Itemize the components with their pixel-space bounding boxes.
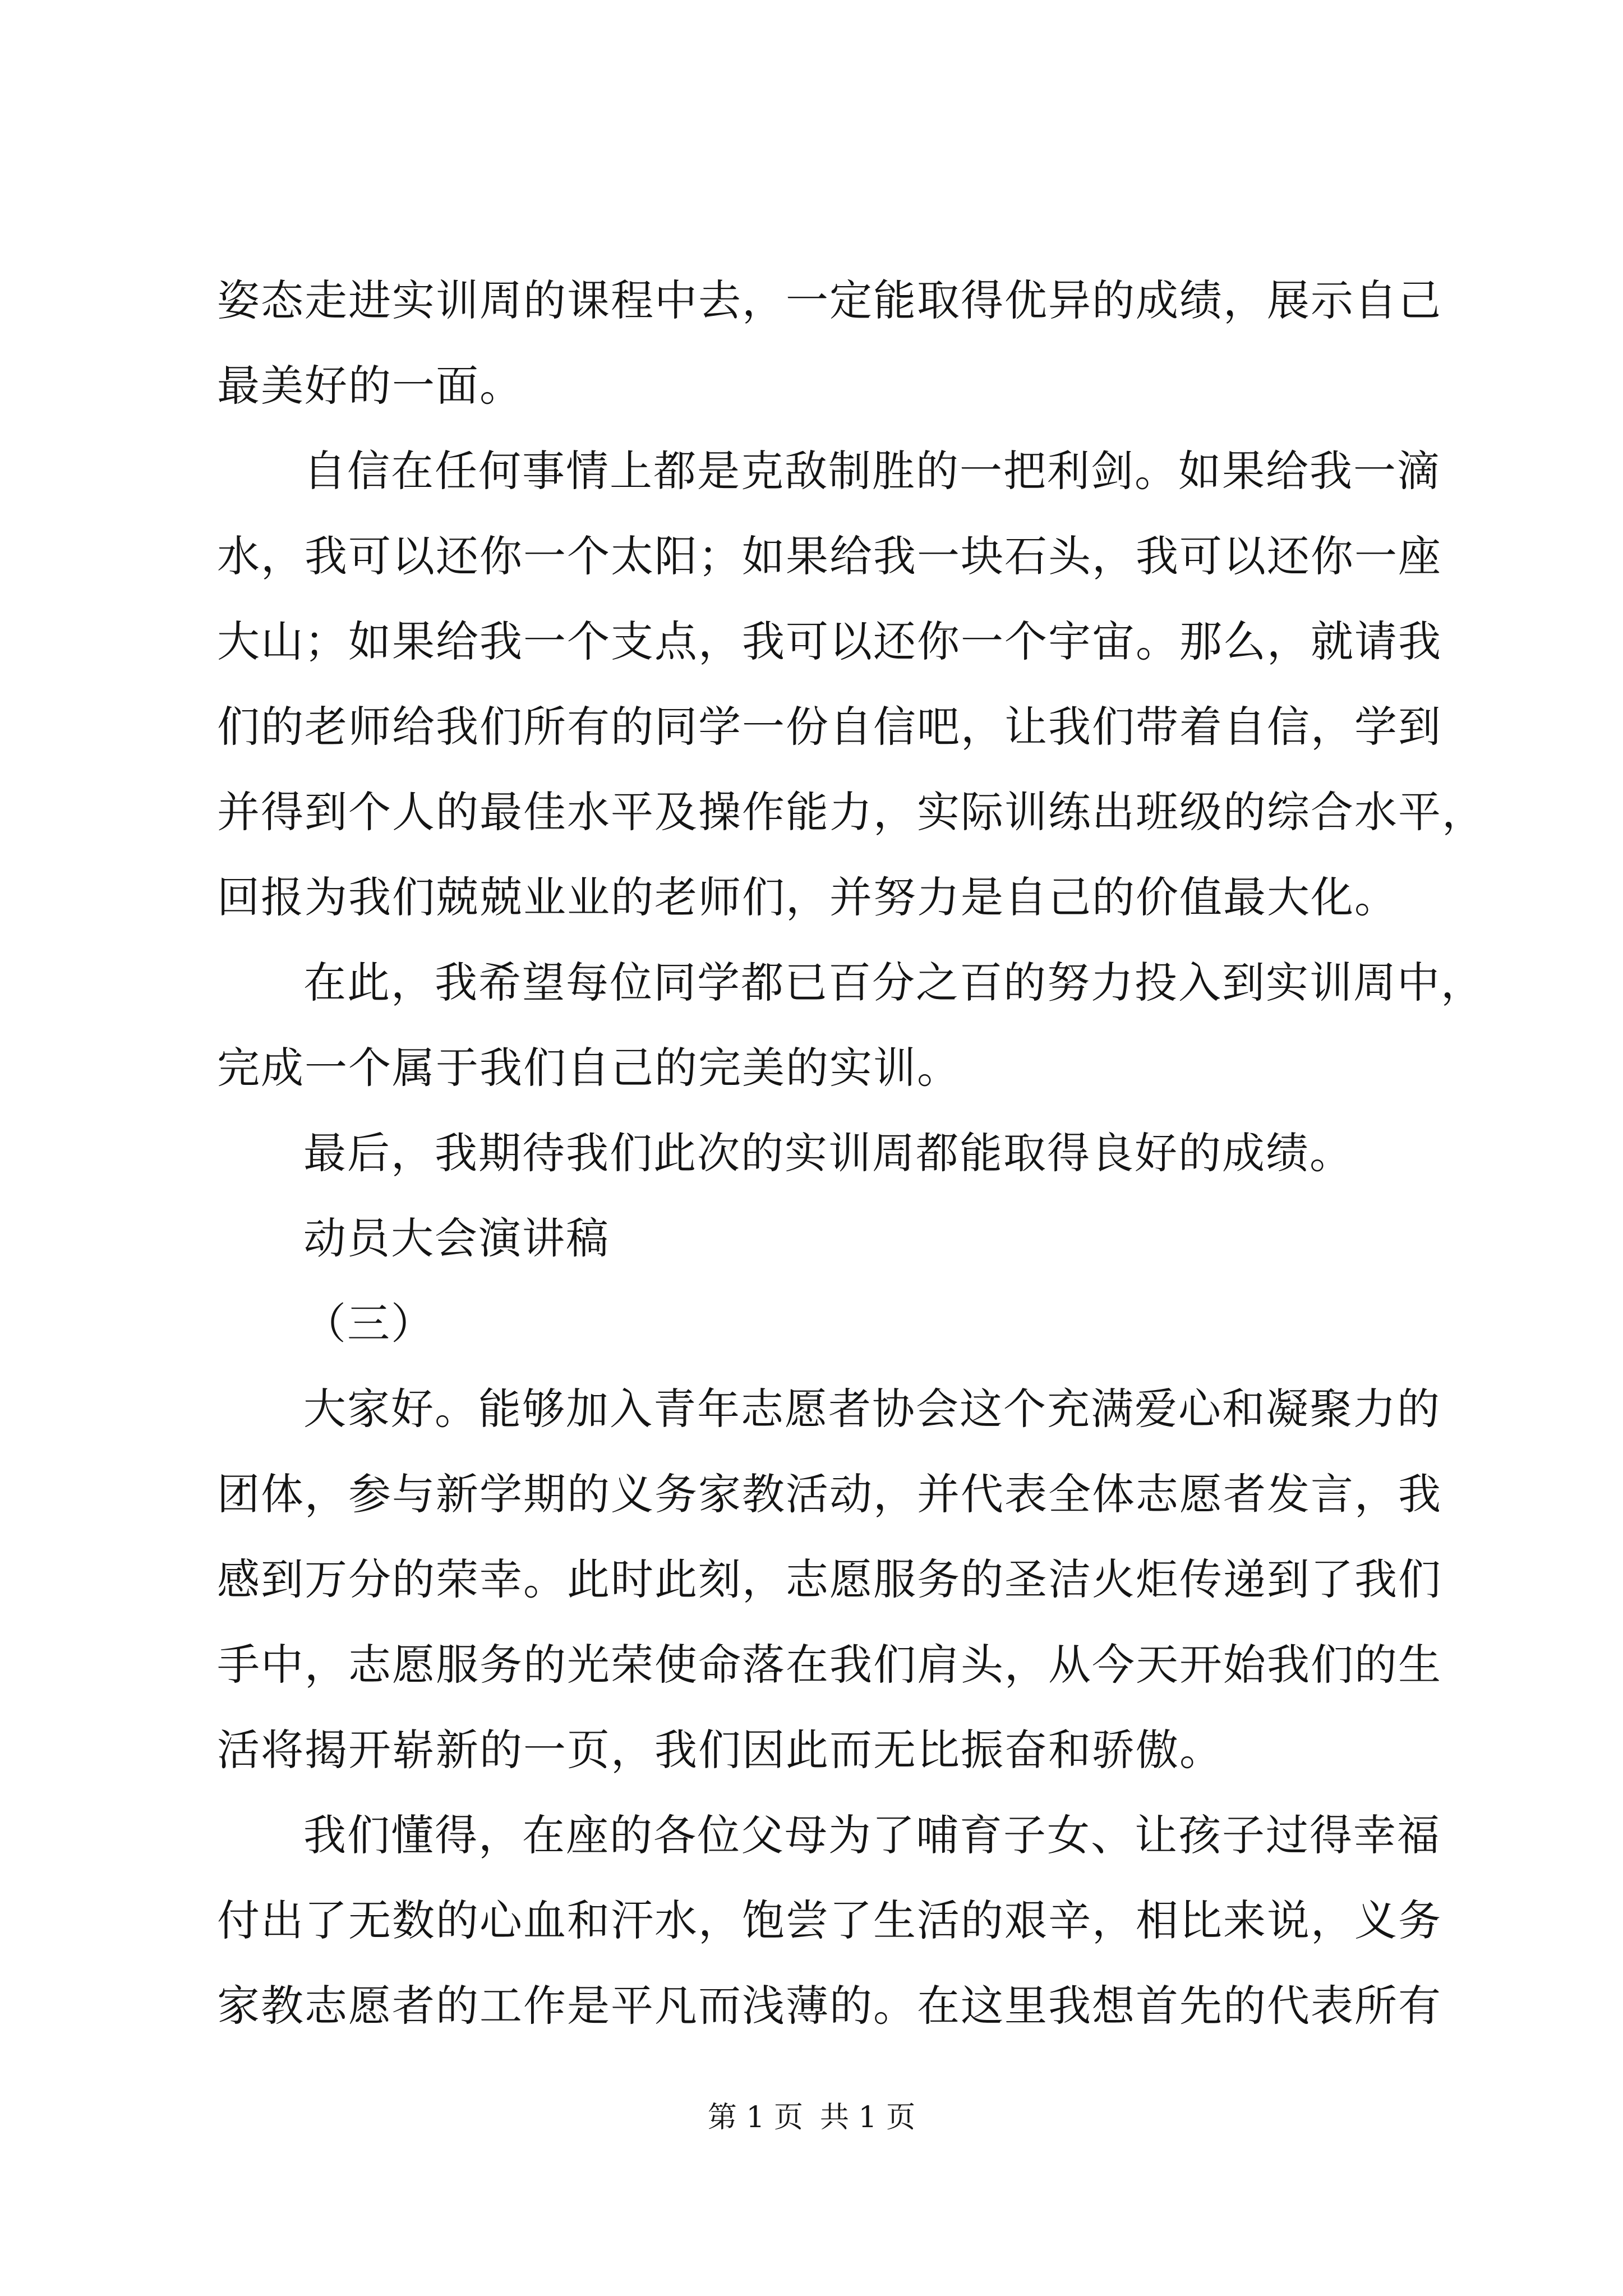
text-line: 自信在任何事情上都是克敌制胜的一把利剑。如果给我一滴: [303, 446, 1441, 496]
text-line: 感到万分的荣幸。此时此刻，志愿服务的圣洁火炬传递到了我们: [217, 1554, 1442, 1604]
text-line: 最后，我期待我们此次的实训周都能取得良好的成绩。: [303, 1128, 1353, 1178]
text-line: 大山；如果给我一个支点，我可以还你一个宇宙。那么，就请我: [217, 616, 1442, 666]
page-number: 第 1 页: [707, 2101, 803, 2134]
page-total: 共 1 页: [820, 2101, 916, 2134]
text-line: 们的老师给我们所有的同学一份自信吧，让我们带着自信，学到: [217, 702, 1442, 752]
text-line: 团体，参与新学期的义务家教活动，并代表全体志愿者发言，我: [217, 1469, 1442, 1519]
text-line: 水，我可以还你一个太阳；如果给我一块石头，我可以还你一座: [217, 531, 1442, 581]
text-line: 姿态走进实训周的课程中去，一定能取得优异的成绩，展示自己: [217, 275, 1442, 325]
text-line: 完成一个属于我们自己的完美的实训。: [217, 1043, 961, 1093]
text-line: 在此，我希望每位同学都已百分之百的努力投入到实训周中，: [303, 958, 1484, 1007]
text-line: 付出了无数的心血和汗水，饱尝了生活的艰辛，相比来说，义务: [217, 1895, 1442, 1945]
text-line: 回报为我们兢兢业业的老师们，并努力是自己的价值最大化。: [217, 872, 1398, 922]
text-line: 活将揭开崭新的一页，我们因此而无比振奋和骄傲。: [217, 1725, 1223, 1775]
section-title: 动员大会演讲稿: [303, 1213, 610, 1263]
page-footer: [0, 2098, 1623, 2137]
text-line: 家教志愿者的工作是平凡而浅薄的。在这里我想首先的代表所有: [217, 1981, 1442, 2031]
text-line: 并得到个人的最佳水平及操作能力，实际训练出班级的综合水平，: [217, 787, 1486, 837]
text-line: 最美好的一面。: [217, 361, 523, 411]
text-line: 手中，志愿服务的光荣使命落在我们肩头，从今天开始我们的生: [217, 1640, 1442, 1690]
document-body: [217, 258, 1486, 2049]
section-number: （三）: [303, 1299, 435, 1349]
text-line: 我们懂得，在座的各位父母为了哺育子女、让孩子过得幸福: [303, 1810, 1441, 1860]
text-line: 大家好。能够加入青年志愿者协会这个充满爱心和凝聚力的: [303, 1384, 1441, 1434]
